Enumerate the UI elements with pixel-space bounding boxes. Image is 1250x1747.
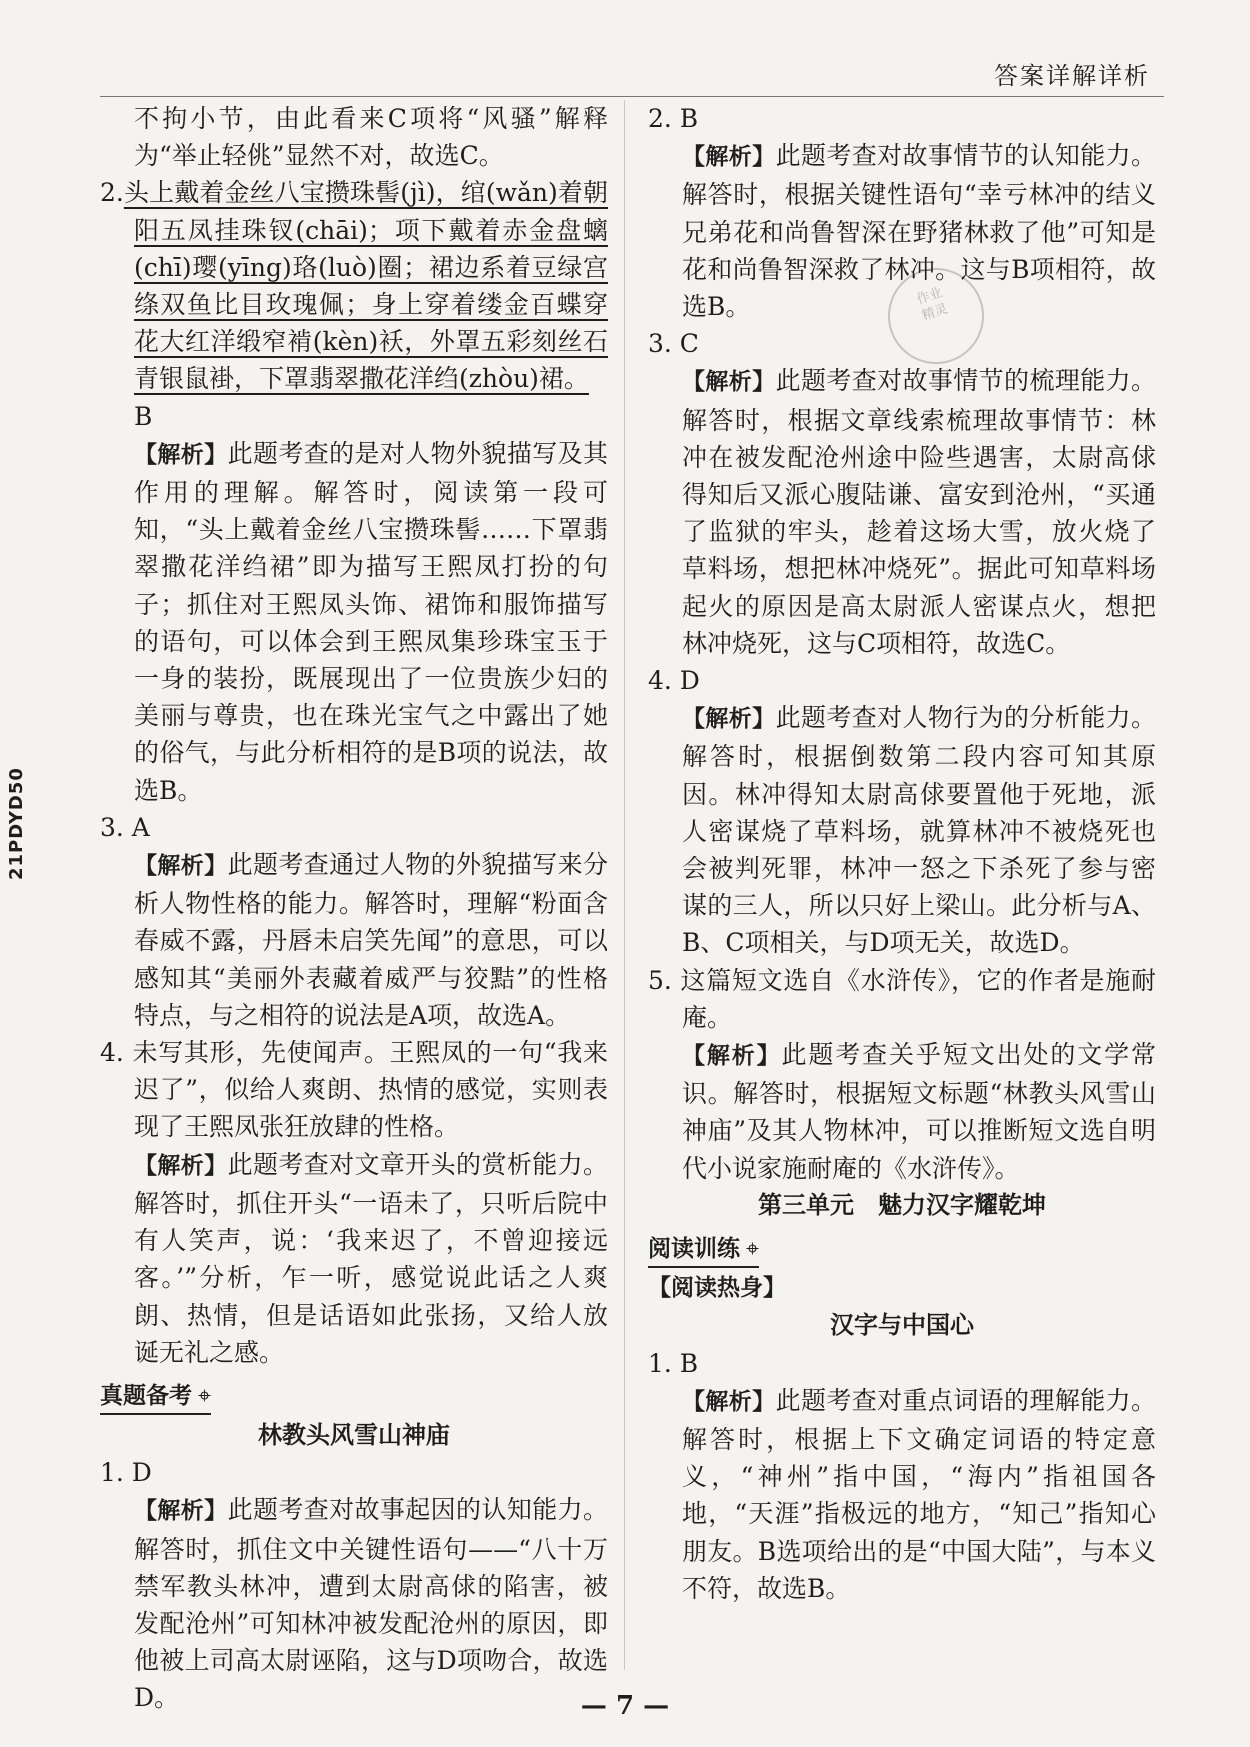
watermark-stamp: 作业 精灵 [876, 256, 997, 377]
q5-answer: 5. 这篇短文选自《水浒传》，它的作者是施耐庵。 [648, 965, 1156, 1032]
analysis-tag: 【解析】 [134, 1152, 228, 1179]
page-number: — 7 — [580, 1691, 670, 1721]
q4-analysis [100, 1146, 608, 1371]
analysis-tag: 【解析】 [134, 1498, 228, 1525]
analysis-tag: 【解析】 [682, 144, 776, 171]
q1-answer: 1. B [648, 1348, 699, 1378]
q2-analysis [648, 137, 1156, 325]
passage-title: 林教头风雪山神庙 [258, 1420, 450, 1449]
analysis-tag: 【解析】 [682, 369, 776, 396]
analysis-tag: 【解析】 [682, 706, 776, 733]
q4-answer: 4. D [648, 666, 700, 696]
left-column [100, 100, 608, 1717]
header-title: 答案详解详析 [994, 62, 1150, 90]
q2-number: 2. [100, 178, 124, 208]
analysis-text: 此题考查对故事情节的认知能力。解答时，根据关键性语句“幸亏林冲的结义兄弟花和尚鲁智深在野猪林救了他”可知是花和尚鲁智深救了林冲。这与B项相符，故选B。 [682, 141, 1156, 322]
analysis-text: 此题考查对故事情节的梳理能力。解答时，根据文章线索梳理故事情节：林冲在被发配沧州途中险些遇害，太尉高俅得知后又派心腹陆谦、富安到沧州，“买通了监狱的牢头，趁着这场大雪，放火烧了草料场，想把林冲烧死”。据此可知草料场起火的原因是高太尉派人密谋点火，想把林冲烧死，这与C项相符，故选C。 [682, 366, 1156, 658]
analysis-tag: 【解析】 [682, 1388, 776, 1415]
q2-analysis [100, 435, 608, 809]
q1-answer: 1. D [100, 1458, 152, 1488]
analysis-text: 此题考查的是对人物外貌描写及其作用的理解。解答时，阅读第一段可知，“头上戴着金丝八宝攒珠髻……下罩翡翠撒花洋绉裙”即为描写王熙凤打扮的句子；抓住对王熙凤头饰、裙饰和服饰描写的语句，可以体会到王熙凤集珍珠宝玉于一身的装扮，既展现出了一位贵族少妇的美丽与尊贵，也在珠光宝气之中露出了她的俗气，与此分析相符的是B项的说法，故选B。 [134, 438, 608, 805]
column-divider [624, 100, 625, 1670]
analysis-text: 此题考查对文章开头的赏析能力。解答时，抓住开头“一语未了，只听后院中有人笑声，说：‘我来迟了，不曾迎接远客。’”分析，乍一听，感觉说此话之人爽朗、热情，但是话语如此张扬，又给人放诞无礼之感。 [134, 1149, 608, 1367]
warmup-tag: 【阅读热身】 [648, 1275, 786, 1302]
analysis-text: 此题考查对人物行为的分析能力。解答时，根据倒数第二段内容可知其原因。林冲得知太尉高俅要置他于死地，派人密谋烧了草料场，就算林冲不被烧死也会被判死罪，林冲一怒之下杀死了参与密谋的三人，所以只好上梁山。此分析与A、B、C项相关，与D项无关，故选D。 [682, 703, 1156, 958]
analysis-tag: 【解析】 [682, 1043, 782, 1070]
q1-analysis [648, 1382, 1156, 1607]
analysis-text: 此题考查对故事起因的认知能力。解答时，抓住文中关键性语句——“八十万禁军教头林冲，遭到太尉高俅的陷害，被发配沧州”可知林冲被发配沧州的原因，即他被上司高太尉诬陷，这与D项吻合，故选D。 [134, 1495, 608, 1713]
q3-analysis [100, 846, 608, 1034]
q3-answer: 3. A [100, 812, 150, 842]
section-heading [100, 1379, 211, 1415]
section-heading-text: 真题备考 [100, 1382, 192, 1409]
q3-answer: 3. C [648, 329, 699, 359]
q2-letter: B [134, 401, 153, 431]
q4-analysis [648, 699, 1156, 961]
q2-answer [100, 174, 608, 397]
section-heading [648, 1232, 759, 1268]
q2-answer-text: 头上戴着金丝八宝攒珠髻(jì)，绾(wǎn)着朝阳五凤挂珠钗(chāi)；项下戴着赤金盘螭(chī)璎(yīng)珞(luò)圈；裙边系着豆绿宫绦双鱼比目玫瑰佩；身上穿着缕金百蝶穿花大红洋缎窄褃(kèn)袄，外罩五彩刻丝石青银鼠褂，下罩翡翠撒花洋绉(zhòu)裙。 [123, 178, 608, 394]
continued-paragraph: 不拘小节，由此看来C项将“风骚”解释为“举止轻佻”显然不对，故选C。 [134, 104, 608, 171]
right-column [648, 100, 1156, 1607]
unit-title: 第三单元 魅力汉字耀乾坤 [758, 1190, 1046, 1219]
analysis-tag: 【解析】 [134, 853, 228, 880]
analysis-tag: 【解析】 [134, 441, 228, 468]
analysis-text: 此题考查通过人物的外貌描写来分析人物性格的能力。解答时，理解“粉面含春威不露，丹唇未启笑先闻”的意思，可以感知其“美丽外表藏着威严与狡黠”的性格特点，与之相符的说法是A项，故选A。 [134, 850, 608, 1030]
telescope-icon: ⌖ [746, 1236, 759, 1263]
analysis-text: 此题考查对重点词语的理解能力。解答时，根据上下文确定词语的特定意义，“神州”指中国，“海内”指祖国各地，“天涯”指极远的地方，“知己”指知心朋友。B选项给出的是“中国大陆”，与本义不符，故选B。 [682, 1385, 1156, 1603]
q2-answer: 2. B [648, 104, 699, 133]
passage-title: 汉字与中国心 [830, 1311, 974, 1340]
analysis-text: 此题考查关乎短文出处的文学常识。解答时，根据短文标题“林教头风雪山神庙”及其人物林冲，可以推断短文选自明代小说家施耐庵的《水浒传》。 [682, 1040, 1156, 1183]
header-rule [100, 96, 1164, 97]
q3-analysis [648, 362, 1156, 662]
side-code: 21PDYD50 [6, 767, 27, 880]
q4-answer: 4. 未写其形，先使闻声。王熙凤的一句“我来迟了”，似给人爽朗、热情的感觉，实则表现了王熙凤张狂放肆的性格。 [100, 1038, 608, 1142]
q5-analysis [648, 1036, 1156, 1187]
q1-analysis [100, 1491, 608, 1716]
section-heading-text: 阅读训练 [648, 1236, 740, 1263]
telescope-icon: ⌖ [198, 1382, 211, 1409]
